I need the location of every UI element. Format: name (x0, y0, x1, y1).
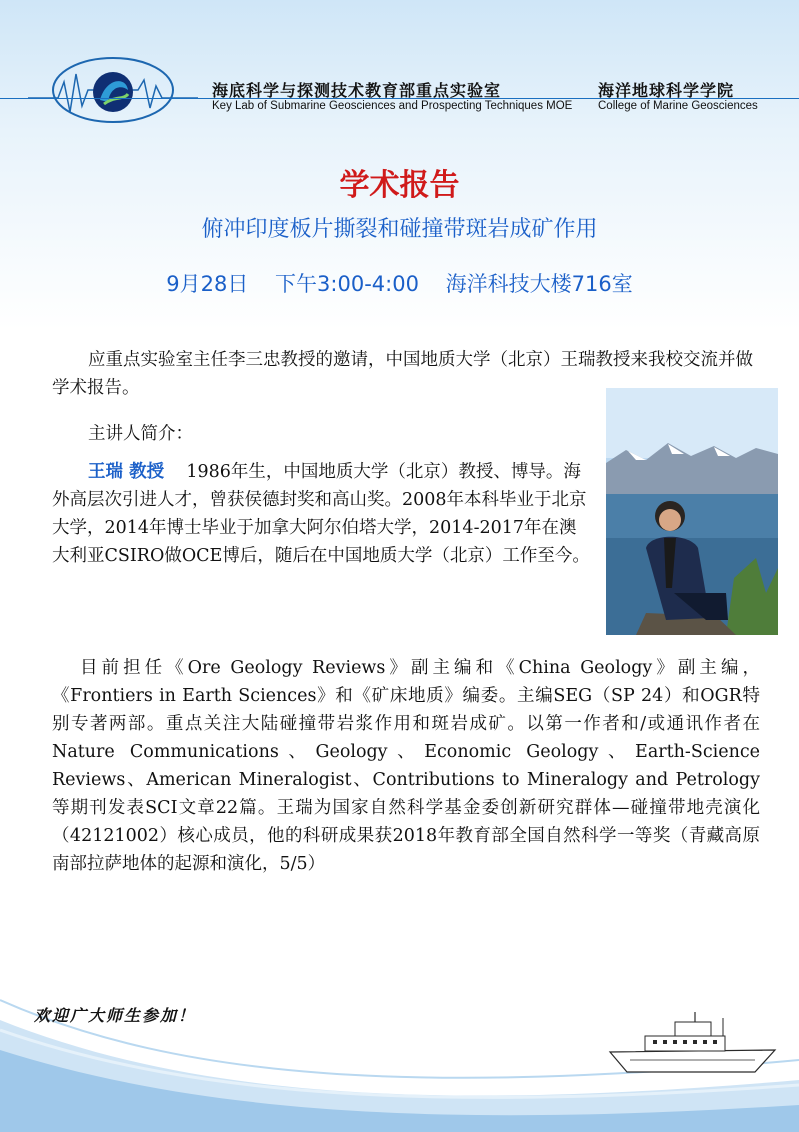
college-name-cn: 海洋地球科学学院 (598, 81, 735, 100)
speaker-bio (52, 458, 590, 570)
event-date: 9月28日 (166, 272, 249, 296)
page-title: 学术报告 (339, 168, 460, 203)
welcome-text: 欢迎广大师生参加！ (34, 1006, 197, 1025)
talk-title: 俯冲印度板片撕裂和碰撞带斑岩成矿作用 (201, 217, 598, 242)
details-paragraph: 目前担任《Ore Geology Reviews》副主编和《China Geology》副主编，《Frontiers in Earth Sciences》和《矿床地质》编委。主编SEG（SP 24）和OGR特别专著两部。重点关注大陆碰撞带岩浆作用和斑岩成矿。以第一作者和/或通讯作者在Nature Communications、Geology、Economic Geology、Earth-Science Reviews、American Mineralogist、Contributions to Mineralogy and Petrology等期刊发表SCI文章22篇。王瑞为国家自然科学基金委创新研究群体—碰撞带地壳演化（42121002）核心成员，他的科研成果获2018年教育部全国自然科学一等奖（青藏高原南部拉萨地体的起源和演化，5/5） (52, 658, 760, 874)
college-name-en: College of Marine Geosciences (598, 100, 758, 112)
event-info (0, 268, 799, 298)
speaker-photo (606, 388, 778, 635)
event-location: 海洋科技大楼716室 (445, 272, 633, 296)
speaker-bio-text: 1986年生，中国地质大学（北京）教授、博导。海外高层次引进人才，曾获侯德封奖和高山奖。2008年本科毕业于北京大学，2014年博士毕业于加拿大阿尔伯塔大学，2014-2017年在澳大利亚CSIRO做OCE博后，随后在中国地质大学（北京）工作至今。 (52, 462, 590, 566)
speaker-name: 王瑞 教授 (88, 462, 165, 482)
lab-name-en: Key Lab of Submarine Geosciences and Prospecting Techniques MOE (212, 100, 573, 112)
event-time: 下午3:00-4:00 (275, 272, 419, 296)
intro-paragraph: 应重点实验室主任李三忠教授的邀请，中国地质大学（北京）王瑞教授来我校交流并做学术报告。 (52, 350, 753, 398)
research-ship-icon (605, 1010, 780, 1080)
lab-name-cn: 海底科学与探测技术教育部重点实验室 (212, 81, 502, 100)
speaker-heading: 主讲人简介： (88, 424, 193, 444)
lab-logo (28, 50, 198, 130)
